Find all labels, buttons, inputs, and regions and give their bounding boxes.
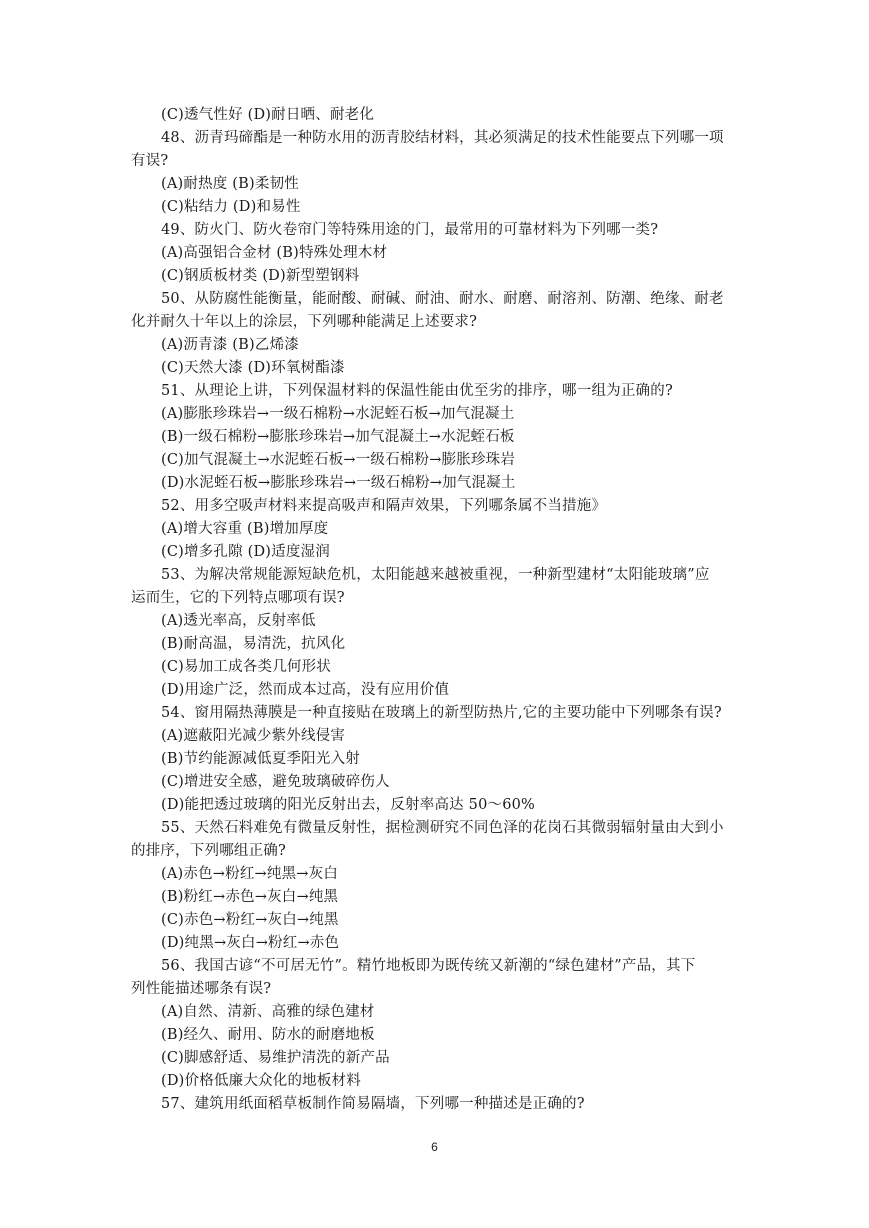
- option-line: (C)钢质板材类 (D)新型塑钢料: [161, 268, 360, 284]
- question-line: 51、从理论上讲，下列保温材料的保温性能由优至劣的排序，哪一组为正确的?: [161, 383, 673, 399]
- option-line: (D)纯黑→灰白→粉红→赤色: [161, 935, 340, 951]
- option-line: (B)节约能源减低夏季阳光入射: [161, 751, 360, 767]
- question-line: 55、天然石料难免有微量反射性，据检测研究不同色泽的花岗石其微弱辐射量由大到小: [161, 820, 724, 836]
- option-line: (D)用途广泛，然而成本过高，没有应用价值: [161, 682, 450, 698]
- question-line: 49、防火门、防火卷帘门等特殊用途的门，最常用的可靠材料为下列哪一类?: [161, 222, 659, 238]
- option-line: (C)透气性好 (D)耐日晒、耐老化: [161, 107, 375, 123]
- continuation-line: 列性能描述哪条有误?: [131, 981, 272, 997]
- option-line: (C)增多孔隙 (D)适度湿润: [161, 544, 330, 560]
- option-line: (A)遮蔽阳光减少紫外线侵害: [161, 728, 346, 744]
- option-line: (C)赤色→粉红→灰白→纯黑: [161, 912, 339, 928]
- option-line: (D)价格低廉大众化的地板材料: [161, 1073, 361, 1089]
- option-line: (D)水泥蛭石板→膨胀珍珠岩→一级石棉粉→加气混凝土: [161, 475, 516, 491]
- option-line: (A)沥青漆 (B)乙烯漆: [161, 337, 299, 353]
- option-line: (B)经久、耐用、防水的耐磨地板: [161, 1027, 375, 1043]
- option-line: (C)天然大漆 (D)环氧树酯漆: [161, 360, 345, 376]
- question-line: 52、用多空吸声材料来提高吸声和隔声效果，下列哪条属不当措施》: [161, 498, 607, 514]
- page-number: 6: [431, 1140, 438, 1154]
- option-line: (B)耐高温，易清洗，抗风化: [161, 636, 346, 652]
- question-line: 56、我国古谚“不可居无竹”。精竹地板即为既传统又新潮的“绿色建材”产品，其下: [161, 958, 696, 974]
- option-line: (C)增进安全感，避免玻璃破碎伤人: [161, 774, 390, 790]
- option-line: (A)高强铝合金材 (B)特殊处理木材: [161, 245, 388, 261]
- question-line: 53、为解决常规能源短缺危机，太阳能越来越被重视，一种新型建材“太阳能玻璃”应: [161, 567, 710, 583]
- option-line: (C)粘结力 (D)和易性: [161, 199, 301, 215]
- question-line: 57、建筑用纸面稻草板制作简易隔墙，下列哪一种描述是正确的?: [161, 1096, 585, 1112]
- continuation-line: 运而生，它的下列特点哪项有误?: [131, 590, 345, 606]
- option-line: (A)耐热度 (B)柔韧性: [161, 176, 299, 192]
- option-line: (A)自然、清新、高雅的绿色建材: [161, 1004, 375, 1020]
- continuation-line: 化并耐久十年以上的涂层，下列哪种能满足上述要求?: [131, 314, 478, 330]
- option-line: (A)透光率高，反射率低: [161, 613, 316, 629]
- option-line: (B)粉红→赤色→灰白→纯黑: [161, 889, 339, 905]
- question-line: 50、从防腐性能衡量，能耐酸、耐碱、耐油、耐水、耐磨、耐溶剂、防潮、绝缘、耐老: [161, 291, 724, 307]
- continuation-line: 的排序，下列哪组正确?: [131, 843, 286, 859]
- option-line: (C)加气混凝土→水泥蛭石板→一级石棉粉→膨胀珍珠岩: [161, 452, 516, 468]
- option-line: (A)膨胀珍珠岩→一级石棉粉→水泥蛭石板→加气混凝土: [161, 406, 515, 422]
- question-line: 54、窗用隔热薄膜是一种直接贴在玻璃上的新型防热片,它的主要功能中下列哪条有误?: [161, 705, 722, 721]
- continuation-line: 有误?: [131, 153, 169, 169]
- option-line: (A)增大容重 (B)增加厚度: [161, 521, 329, 537]
- question-line: 48、沥青玛碲酯是一种防水用的沥青胶结材料，其必须满足的技术性能要点下列哪一项: [161, 130, 724, 146]
- question-text-body: [131, 104, 741, 1116]
- option-line: (C)脚感舒适、易维护清洗的新产品: [161, 1050, 390, 1066]
- option-line: (A)赤色→粉红→纯黑→灰白: [161, 866, 339, 882]
- option-line: (C)易加工成各类几何形状: [161, 659, 332, 675]
- option-line: (D)能把透过玻璃的阳光反射出去，反射率高达 50～60%: [161, 797, 536, 813]
- option-line: (B)一级石棉粉→膨胀珍珠岩→加气混凝土→水泥蛭石板: [161, 429, 515, 445]
